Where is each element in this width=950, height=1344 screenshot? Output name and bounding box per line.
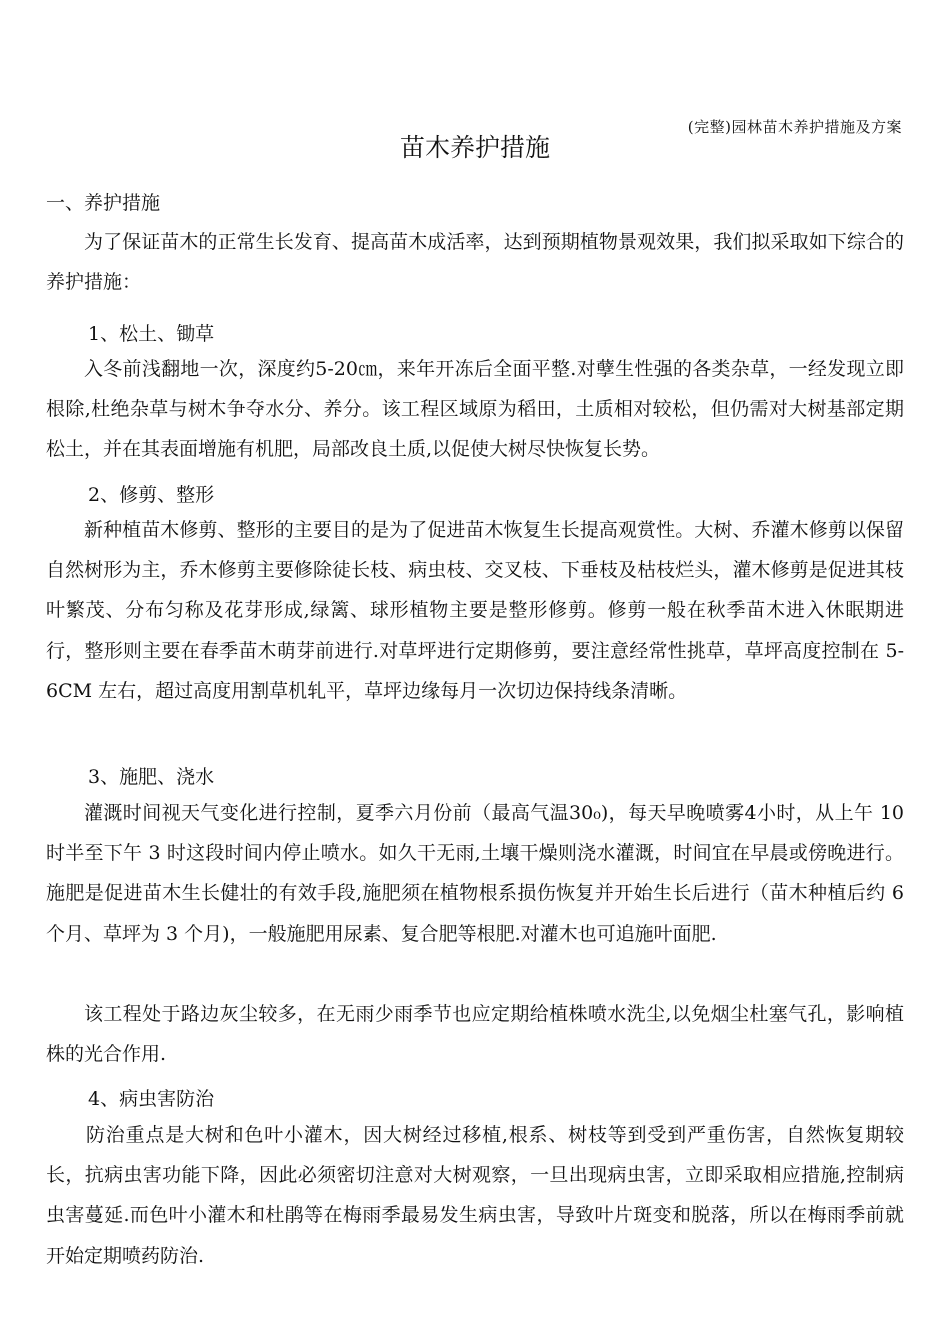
section-heading: 一、养护措施 xyxy=(46,192,161,214)
item-heading-pest-control: 4、病虫害防治 xyxy=(88,1088,215,1110)
running-header: (完整)园林苗木养护措施及方案 xyxy=(687,118,902,136)
item-heading-loosen-soil: 1、松土、锄草 xyxy=(88,323,215,345)
item-paragraph-pest-control: 防治重点是大树和色叶小灌木，因大树经过移植,根系、树枝等到受到严重伤害，自然恢复期较长，抗病虫害功能下降，因此必须密切注意对大树观察，一旦出现病虫害，立即采取相应措施,控制病虫害蔓延.而色叶小灌木和杜鹃等在梅雨季最易发生病虫害，导致叶片斑变和脱落，所以在梅雨季前就开始定期喷药防治. xyxy=(46,1124,904,1267)
item-paragraph-fertilize: 灌溉时间视天气变化进行控制，夏季六月份前（最高气温30₀)，每天早晚喷雾4小时，从上午 10 时半至下午 3 时这段时间内停止喷水。如久干无雨,土壤干燥则浇水灌溉，时间宜在早晨或傍晚进行。施肥是促进苗木生长健壮的有效手段,施肥须在植物根系损伤恢复并开始生长后进行（苗木种植后约 6 个月、草坪为 3 个月)，一般施肥用尿素、复合肥等根肥.对灌木也可追施叶面肥. xyxy=(46,802,904,945)
item-heading-pruning: 2、修剪、整形 xyxy=(88,484,215,506)
item-paragraph-dust: 该工程处于路边灰尘较多，在无雨少雨季节也应定期给植株喷水洗尘,以免烟尘杜塞气孔，影响植株的光合作用. xyxy=(46,1003,904,1066)
item-paragraph-loosen-soil: 入冬前浅翻地一次，深度约5-20㎝，来年开冻后全面平整.对孽生性强的各类杂草，一经发现立即根除,杜绝杂草与树木争夺水分、养分。该工程区域原为稻田，土质相对较松，但仍需对大树基部定期松土，并在其表面增施有机肥，局部改良土质,以促使大树尽快恢复长势。 xyxy=(46,358,904,461)
intro-paragraph: 为了保证苗木的正常生长发育、提高苗木成活率，达到预期植物景观效果，我们拟采取如下综合的养护措施： xyxy=(46,231,904,294)
item-heading-fertilize: 3、施肥、浇水 xyxy=(88,766,215,788)
document-title: 苗木养护措施 xyxy=(399,133,550,162)
item-paragraph-pruning: 新种植苗木修剪、整形的主要目的是为了促进苗木恢复生长提高观赏性。大树、乔灌木修剪以保留自然树形为主，乔木修剪主要修除徒长枝、病虫枝、交叉枝、下垂枝及枯枝烂头，灌木修剪是促进其枝叶繁茂、分布匀称及花芽形成,绿篱、球形植物主要是整形修剪。修剪一般在秋季苗木进入休眠期进行，整形则主要在春季苗木萌芽前进行.对草坪进行定期修剪，要注意经常性挑草，草坪高度控制在 5-6CM 左右，超过高度用割草机轧平，草坪边缘每月一次切边保持线条清晰。 xyxy=(46,519,904,702)
